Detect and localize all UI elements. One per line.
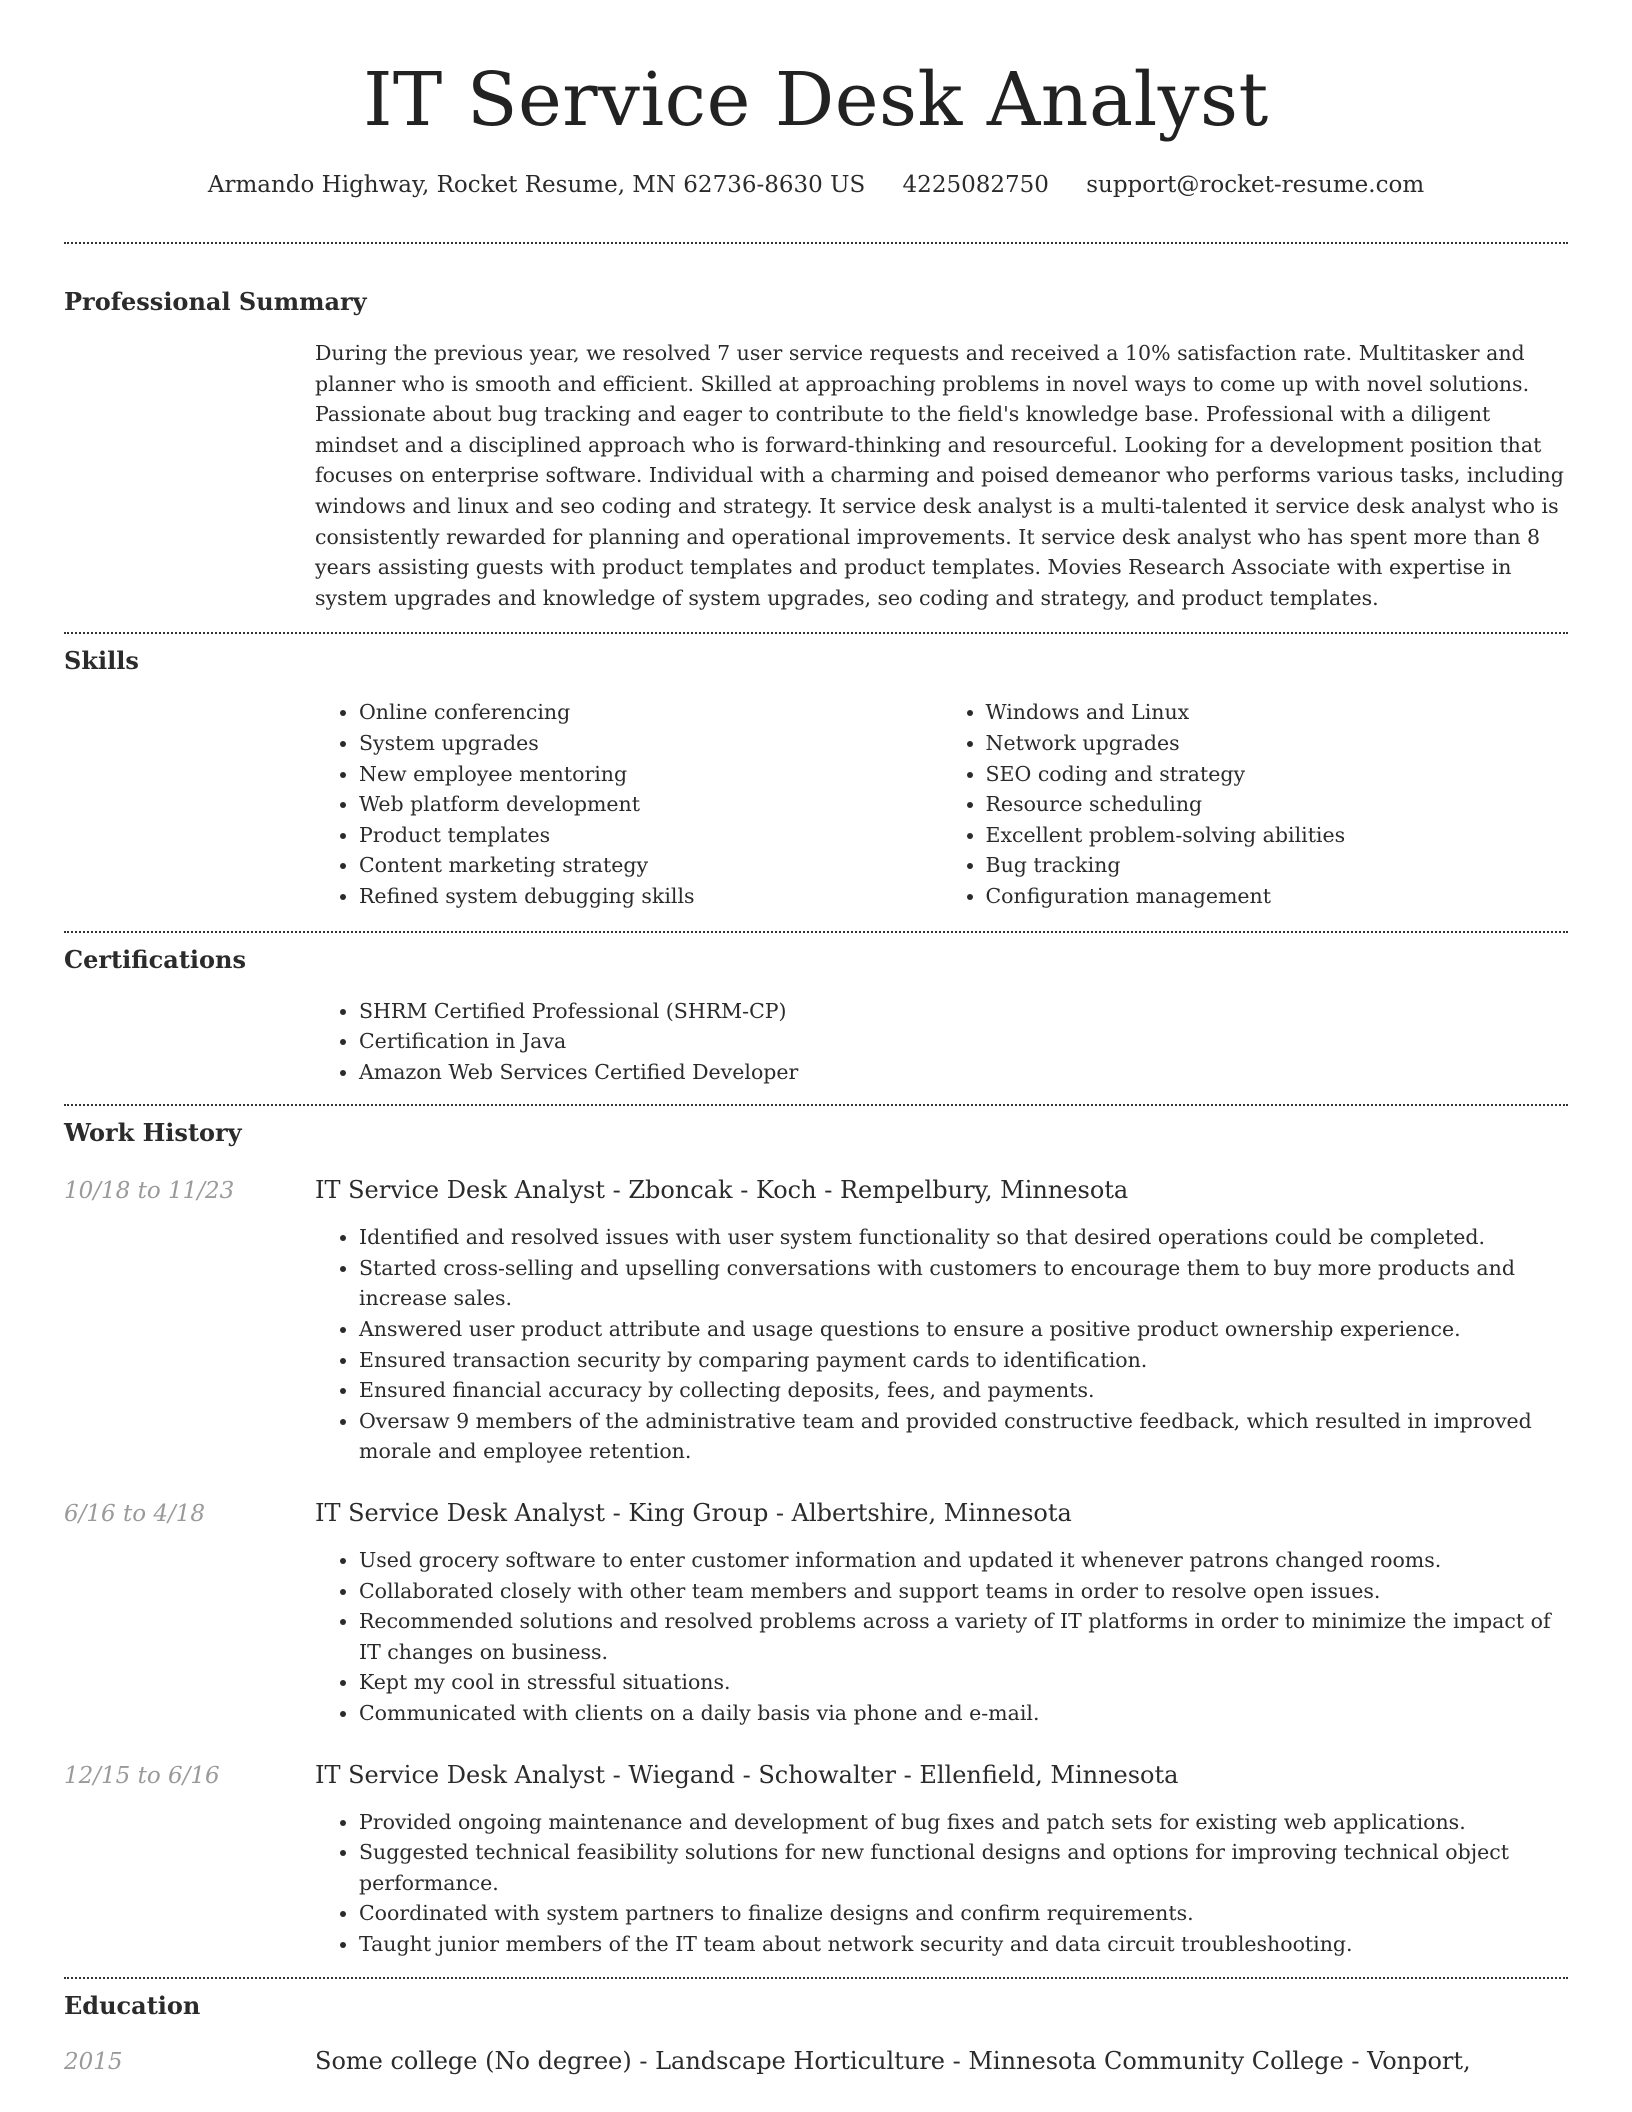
skill-item: • Product templates: [359, 820, 942, 851]
job-date: 12/15 to 6/16: [64, 1762, 220, 1789]
job-title: IT Service Desk Analyst - Wiegand - Schowalter - Ellenfield, Minnesota: [315, 1760, 1179, 1789]
work-heading: Work History: [64, 1118, 242, 1148]
certifications-list: [315, 996, 1568, 1088]
job-entry: [64, 1758, 1568, 1960]
skill-item: • Content marketing strategy: [359, 850, 942, 881]
job-bullet: • Provided ongoing maintenance and development of bug fixes and patch sets for existing web applications.: [359, 1807, 1568, 1838]
job-date: 6/16 to 4/18: [64, 1501, 206, 1528]
job-bullet: • Used grocery software to enter customer information and updated it whenever patrons changed rooms.: [359, 1545, 1568, 1576]
summary-section: [64, 244, 1568, 613]
contact-email[interactable]: support@rocket-resume.com: [1086, 172, 1425, 198]
job-bullets: [315, 1222, 1568, 1467]
contact-phone: 4225082750: [902, 172, 1049, 198]
job-bullet: • Taught junior members of the IT team about network security and data circuit troubleshooting.: [359, 1929, 1568, 1960]
summary-text: During the previous year, we resolved 7 user service requests and received a 10% satisfaction rate. Multitasker and planner who is smooth and efficient. Skilled at approaching problems in novel ways to come up with novel solutions. Passionate about bug tracking and eager to contribute to the field's knowledge base. Professional with a diligent mindset and a disciplined approach who is forward-thinking and resourceful. Looking for a development position that focuses on enterprise software. Individual with a charming and poised demeanor who performs various tasks, including windows and linux and seo coding and strategy. It service desk analyst is a multi-talented it service desk analyst who is consistently rewarded for planning and operational improvements. It service desk analyst who has spent more than 8 years assisting guests with product templates and product templates. Movies Research Associate with expertise in system upgrades and knowledge of system upgrades, seo coding and strategy, and product templates.: [315, 341, 1564, 610]
job-bullet: • Oversaw 9 members of the administrative team and provided constructive feedback, which resulted in improved morale and employee retention.: [359, 1406, 1568, 1467]
skills-section: [64, 634, 1568, 911]
job-title: IT Service Desk Analyst - Zboncak - Koch - Rempelbury, Minnesota: [315, 1176, 1129, 1205]
resume-title: IT Service Desk Analyst: [363, 57, 1269, 143]
job-bullets: [315, 1807, 1568, 1960]
skill-item: • SEO coding and strategy: [986, 759, 1569, 790]
job-bullet: • Collaborated closely with other team members and support teams in order to resolve open issues.: [359, 1576, 1568, 1607]
education-entry: [64, 2044, 1568, 2079]
skills-list-left: [315, 697, 942, 911]
job-bullets: [315, 1545, 1568, 1729]
job-date: 10/18 to 11/23: [64, 1178, 235, 1205]
skill-item: • Windows and Linux: [986, 697, 1569, 728]
education-title: Some college (No degree) - Landscape Horticulture - Minnesota Community College - Vonport,: [315, 2046, 1471, 2075]
job-entry: [64, 1496, 1568, 1729]
job-title: IT Service Desk Analyst - King Group - Albertshire, Minnesota: [315, 1499, 1072, 1528]
skill-item: • Network upgrades: [986, 728, 1569, 759]
skill-item: • Excellent problem-solving abilities: [986, 820, 1569, 851]
job-bullet: • Answered user product attribute and usage questions to ensure a positive product ownership experience.: [359, 1314, 1568, 1345]
skill-item: • Configuration management: [986, 881, 1569, 912]
education-section: [64, 1979, 1568, 2079]
skill-item: • Resource scheduling: [986, 789, 1569, 820]
skill-item: • Web platform development: [359, 789, 942, 820]
skills-heading: Skills: [64, 646, 139, 676]
skill-item: • System upgrades: [359, 728, 942, 759]
summary-heading: Professional Summary: [64, 287, 367, 316]
job-bullet: • Communicated with clients on a daily basis via phone and e-mail.: [359, 1698, 1568, 1729]
job-entry: [64, 1173, 1568, 1467]
work-section: [64, 1106, 1568, 1959]
contact-address: Armando Highway, Rocket Resume, MN 62736-8630 US: [207, 172, 866, 198]
job-bullet: • Kept my cool in stressful situations.: [359, 1667, 1568, 1698]
job-bullet: • Ensured financial accuracy by collecting deposits, fees, and payments.: [359, 1375, 1568, 1406]
skill-item: • Bug tracking: [986, 850, 1569, 881]
job-bullet: • Coordinated with system partners to finalize designs and confirm requirements.: [359, 1898, 1568, 1929]
education-date: 2015: [64, 2048, 123, 2075]
skill-item: • Refined system debugging skills: [359, 881, 942, 912]
skill-item: • Online conferencing: [359, 697, 942, 728]
resume-page: [64, 0, 1568, 2079]
certifications-section: [64, 933, 1568, 1088]
job-bullet: • Identified and resolved issues with user system functionality so that desired operations could be completed.: [359, 1222, 1568, 1253]
certification-item: • SHRM Certified Professional (SHRM-CP): [359, 996, 1568, 1027]
job-bullet: • Suggested technical feasibility solutions for new functional designs and options for improving technical object performance.: [359, 1837, 1568, 1898]
job-bullet: • Ensured transaction security by comparing payment cards to identification.: [359, 1345, 1568, 1376]
education-heading: Education: [64, 1990, 201, 2020]
certification-item: • Certification in Java: [359, 1026, 1568, 1057]
skills-list-right: [942, 697, 1569, 911]
job-bullet: • Started cross-selling and upselling conversations with customers to encourage them to buy more products and increase sales.: [359, 1253, 1568, 1314]
certification-item: • Amazon Web Services Certified Developer: [359, 1057, 1568, 1088]
contact-line: [64, 168, 1568, 202]
job-bullet: • Recommended solutions and resolved problems across a variety of IT platforms in order to minimize the impact of IT changes on business.: [359, 1606, 1568, 1667]
skill-item: • New employee mentoring: [359, 759, 942, 790]
certifications-heading: Certifications: [64, 944, 247, 974]
